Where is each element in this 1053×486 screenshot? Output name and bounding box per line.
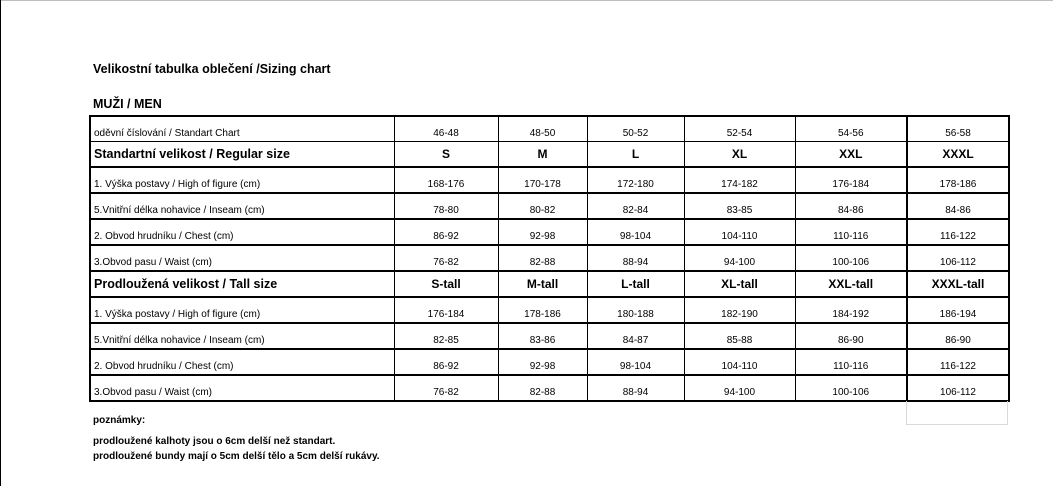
row-label: 2. Obvod hrudníku / Chest (cm) (90, 219, 394, 245)
table-cell: XL-tall (684, 271, 795, 297)
table-cell: S-tall (394, 271, 498, 297)
table-row (90, 375, 1009, 401)
note-line: prodloužené bundy mají o 5cm delší tělo a 5cm delší rukávy. (93, 451, 380, 462)
table-cell: 56-58 (907, 116, 1009, 141)
table-cell: 176-184 (795, 167, 907, 193)
row-label: 5.Vnitřní délka nohavice / Inseam (cm) (90, 193, 394, 219)
table-cell: 48-50 (498, 116, 587, 141)
table-cell: 52-54 (684, 116, 795, 141)
table-cell: 186-194 (907, 297, 1009, 323)
table-cell: 174-182 (684, 167, 795, 193)
table-cell: M (498, 141, 587, 167)
table-cell: 86-92 (394, 349, 498, 375)
table-cell: XXL (795, 141, 907, 167)
size-header-row (90, 141, 1009, 167)
table-cell: 46-48 (394, 116, 498, 141)
table-cell: 92-98 (498, 349, 587, 375)
table-cell: 88-94 (587, 245, 684, 271)
table-cell: 82-88 (498, 245, 587, 271)
table-cell: 94-100 (684, 375, 795, 401)
sizing-table (89, 115, 1010, 402)
row-label: 3.Obvod pasu / Waist (cm) (90, 375, 394, 401)
section-heading: MUŽI / MEN (93, 97, 162, 111)
table-cell: 80-82 (498, 193, 587, 219)
table-cell: 82-88 (498, 375, 587, 401)
table-cell: 106-112 (907, 245, 1009, 271)
table-cell: 100-106 (795, 375, 907, 401)
table-row (90, 219, 1009, 245)
table-cell: 116-122 (907, 349, 1009, 375)
table-cell: 104-110 (684, 349, 795, 375)
table-cell: 104-110 (684, 219, 795, 245)
table-cell: 100-106 (795, 245, 907, 271)
table-cell: 54-56 (795, 116, 907, 141)
notes (93, 412, 380, 464)
row-label: Standartní velikost / Regular size (90, 141, 394, 167)
table-cell: 116-122 (907, 219, 1009, 245)
table-cell: 98-104 (587, 219, 684, 245)
row-label: Prodloužená velikost / Tall size (90, 271, 394, 297)
table-row (90, 245, 1009, 271)
table-cell: 86-90 (795, 323, 907, 349)
notes-heading: poznámky: (93, 415, 146, 426)
table-row (90, 167, 1009, 193)
table-cell: 84-86 (907, 193, 1009, 219)
table-cell: 86-90 (907, 323, 1009, 349)
table-cell: 82-84 (587, 193, 684, 219)
table-cell: 170-178 (498, 167, 587, 193)
table-cell: 78-80 (394, 193, 498, 219)
table-cell: 178-186 (907, 167, 1009, 193)
table-cell: 172-180 (587, 167, 684, 193)
table-cell: 76-82 (394, 245, 498, 271)
table-cell: 176-184 (394, 297, 498, 323)
table-cell: 106-112 (907, 375, 1009, 401)
table-cell: 50-52 (587, 116, 684, 141)
table-cell: 83-86 (498, 323, 587, 349)
note-line: prodloužené kalhoty jsou o 6cm delší než standart. (93, 436, 336, 447)
row-label: 1. Výška postavy / High of figure (cm) (90, 167, 394, 193)
table-cell: 180-188 (587, 297, 684, 323)
table-cell: XXXL (907, 141, 1009, 167)
table-row (90, 349, 1009, 375)
table-cell: 85-88 (684, 323, 795, 349)
table-cell: XXL-tall (795, 271, 907, 297)
page-left-edge (0, 0, 1, 486)
table-cell: S (394, 141, 498, 167)
table-row (90, 193, 1009, 219)
table-cell: 88-94 (587, 375, 684, 401)
table-cell: 98-104 (587, 349, 684, 375)
row-label: 3.Obvod pasu / Waist (cm) (90, 245, 394, 271)
table-cell: M-tall (498, 271, 587, 297)
table-cell: L-tall (587, 271, 684, 297)
table-cell: 184-192 (795, 297, 907, 323)
table-cell: 94-100 (684, 245, 795, 271)
table-row (90, 297, 1009, 323)
row-label: 5.Vnitřní délka nohavice / Inseam (cm) (90, 323, 394, 349)
table-row (90, 116, 1009, 141)
size-header-row (90, 271, 1009, 297)
table-cell: 182-190 (684, 297, 795, 323)
table-cell: XXXL-tall (907, 271, 1009, 297)
table-cell: 110-116 (795, 349, 907, 375)
table-cell: 76-82 (394, 375, 498, 401)
table-row (90, 323, 1009, 349)
row-label: 1. Výška postavy / High of figure (cm) (90, 297, 394, 323)
table-cell: 86-92 (394, 219, 498, 245)
table-cell: 82-85 (394, 323, 498, 349)
table-cell: 84-87 (587, 323, 684, 349)
table-cell: 110-116 (795, 219, 907, 245)
page-title: Velikostní tabulka oblečení /Sizing chart (93, 62, 331, 76)
row-label: 2. Obvod hrudníku / Chest (cm) (90, 349, 394, 375)
table-cell: 92-98 (498, 219, 587, 245)
empty-cell-outline (906, 401, 1008, 425)
row-label: oděvní číslování / Standart Chart (90, 116, 394, 141)
table-cell: 178-186 (498, 297, 587, 323)
table-cell: 84-86 (795, 193, 907, 219)
page-top-edge (0, 0, 1053, 1)
table-cell: XL (684, 141, 795, 167)
table-cell: 168-176 (394, 167, 498, 193)
table-cell: 83-85 (684, 193, 795, 219)
table-cell: L (587, 141, 684, 167)
